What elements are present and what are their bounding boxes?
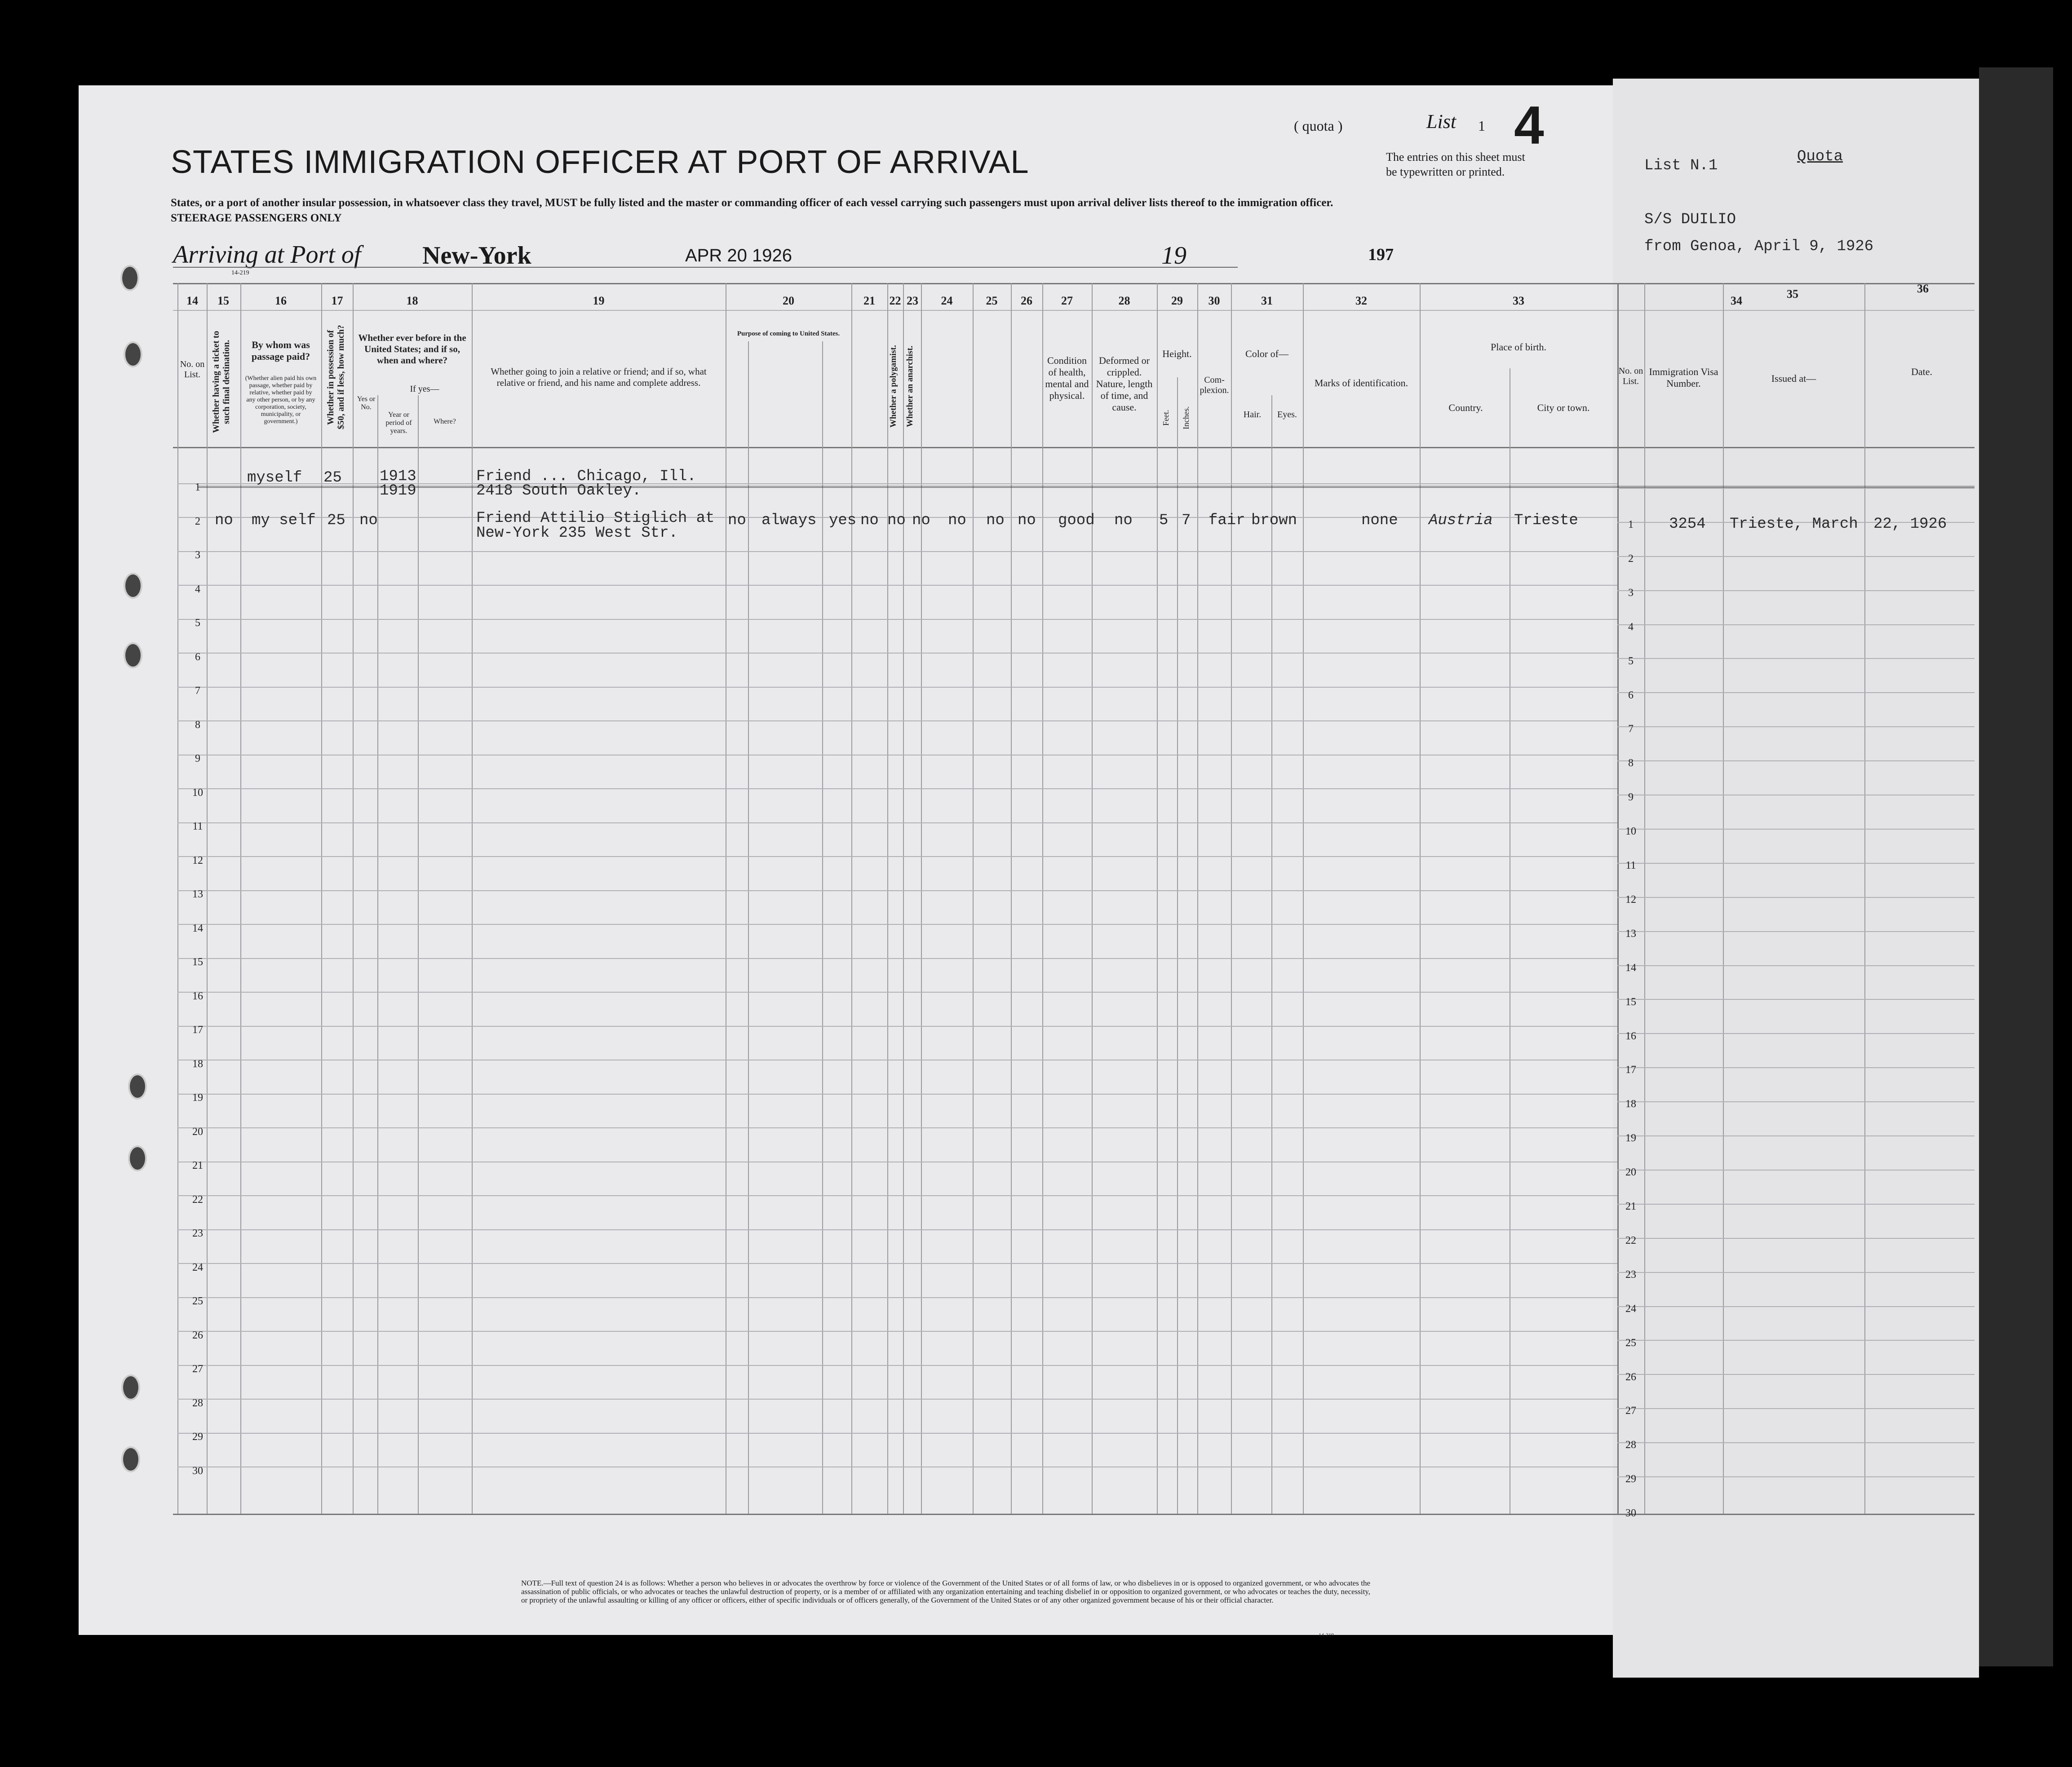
row-number-right: 11	[1625, 860, 1636, 871]
row2-inches: 7	[1182, 512, 1191, 529]
header-yes-no: Yes or No.	[357, 395, 376, 411]
row2-issued-at: Trieste, March	[1730, 516, 1858, 533]
col-rule	[1723, 283, 1724, 1514]
col-number: 30	[1208, 294, 1220, 307]
row2-col26: no	[1018, 512, 1036, 529]
col-number: 20	[783, 294, 794, 307]
col-rule	[1303, 283, 1304, 1514]
header-date: Date.	[1911, 366, 1933, 377]
row-number-right: 26	[1625, 1371, 1636, 1383]
col-number: 33	[1513, 294, 1524, 307]
row-line	[1617, 1033, 1975, 1034]
row1-strikethrough	[198, 486, 1975, 488]
header-ticket: Whether having a ticket to such final destination.	[211, 331, 231, 433]
col-rule	[921, 283, 922, 1514]
row-number: 23	[192, 1228, 203, 1239]
col-number: 21	[863, 294, 875, 307]
row-line	[177, 924, 1617, 925]
row2-paid: my self	[252, 512, 316, 529]
row-line	[177, 1331, 1617, 1332]
row-line	[177, 1365, 1617, 1366]
row-line	[177, 890, 1617, 891]
header-eyes: Eyes.	[1277, 410, 1297, 420]
row-line	[1617, 999, 1975, 1000]
row-line	[177, 1026, 1617, 1027]
col-rule	[1864, 283, 1865, 1514]
header-where: Where?	[434, 418, 456, 425]
row-number: 20	[192, 1126, 203, 1138]
port-name: New-York	[422, 242, 531, 269]
col-rule	[418, 395, 419, 1514]
col-rule	[377, 395, 378, 1514]
header-fifty-dollars: Whether in possession of $50, and if less, how much?	[326, 325, 346, 430]
row-number-right: 28	[1625, 1439, 1636, 1451]
binding-edge	[1979, 67, 2053, 1666]
row-line	[1617, 760, 1975, 761]
row-line	[177, 1433, 1617, 1434]
row-line	[1617, 556, 1975, 557]
col-rule	[1157, 283, 1158, 1514]
row2-ticket: no	[215, 512, 233, 529]
row-number: 7	[195, 685, 200, 697]
row2-col21: no	[860, 512, 879, 529]
row-line	[177, 1399, 1617, 1400]
footnote: NOTE.—Full text of question 24 is as follows: Whether a person who believes in or advocates the overthrow by force or violence of the Government of the United States or of all forms of law, or who disbelieves in or is opposed to organized government, or who advocates the assassination of public officials, or who advocates or teaches the unlawful destruction of property, or is a member of or affiliated with any organization entertaining and teaching disbelief in or opposition to organized government, or who advocates or teaches the duty, necessity, or propriety of the unlawful assaulting or killing of any officer or officers, either of specific individuals or of officers generally, of the Government of the United States or of any other organized government because of his or their official character.	[521, 1579, 1370, 1604]
row-line	[177, 788, 1617, 789]
row-line	[1617, 692, 1975, 693]
header-no-on-list-right: No. on List.	[1618, 366, 1643, 386]
ship-name: S/S DUILIO	[1644, 211, 1736, 228]
row2-hair: brown	[1251, 512, 1297, 529]
row-line	[1617, 1135, 1975, 1136]
row-number: 30	[192, 1465, 203, 1477]
header-complexion: Com-plexion.	[1200, 375, 1229, 395]
row-number: 28	[192, 1397, 203, 1409]
col-rule	[1271, 395, 1272, 1514]
arriving-label: Arriving at Port of	[173, 241, 361, 269]
entries-note-1: The entries on this sheet must	[1386, 150, 1525, 163]
row-number-right: 15	[1625, 996, 1636, 1008]
row-number: 10	[192, 787, 203, 799]
row2-col22: no	[887, 512, 906, 529]
row-number: 24	[192, 1262, 203, 1273]
row-number-right: 10	[1625, 826, 1636, 837]
arrival-date-stamp: APR 20 1926	[685, 246, 792, 265]
col-number: 35	[1787, 287, 1798, 300]
row-number: 9	[195, 753, 200, 764]
row-number: 25	[192, 1295, 203, 1307]
row-line	[177, 619, 1617, 620]
row2-complexion: fair	[1209, 512, 1245, 529]
row2-visa: 3254	[1669, 516, 1706, 533]
col-number: 19	[593, 294, 605, 307]
table-top-rule	[173, 283, 1975, 284]
row1-fifty: 25	[323, 469, 342, 486]
row2-relative-2: New-York 235 West Str.	[476, 525, 678, 542]
form-instruction: States, or a port of another insular possession, in whatsoever class they travel, MUST be fully listed and the master or commanding officer of each vessel carrying such passengers must upon arrival deliver lists thereof to the immigration officer.	[171, 197, 1333, 209]
row-number: 17	[192, 1024, 203, 1036]
row-number: 14	[192, 923, 203, 934]
row-line	[1617, 829, 1975, 830]
row-number-right: 21	[1625, 1201, 1636, 1212]
row-number: 5	[195, 617, 200, 629]
header-inches: Inches.	[1182, 406, 1191, 429]
table-bottom-rule	[173, 1514, 1975, 1515]
row-number-right: 9	[1628, 791, 1634, 803]
row-number-right: 1	[1628, 519, 1634, 530]
header-issued-at: Issued at—	[1771, 373, 1816, 384]
row-number-right: 14	[1625, 962, 1636, 974]
year-label: 19	[1161, 242, 1187, 269]
row2-purpose-a: no	[728, 512, 746, 529]
row2-before: no	[359, 512, 378, 529]
row-number: 15	[192, 956, 203, 968]
row-line	[1617, 1204, 1975, 1205]
list-small-number: 1	[1478, 118, 1485, 134]
row-number-right: 30	[1625, 1507, 1636, 1519]
col-rule	[1231, 283, 1232, 1514]
row-line	[177, 822, 1617, 823]
row-number-right: 6	[1628, 689, 1634, 701]
row2-col25: no	[986, 512, 1005, 529]
col-number: 29	[1171, 294, 1183, 307]
form-title: STATES IMMIGRATION OFFICER AT PORT OF ARRIVAL	[171, 144, 1029, 180]
row1-relative: Friend ... Chicago, Ill. 2418 South Oakley.	[476, 468, 696, 499]
row-number-right: 24	[1625, 1303, 1636, 1315]
col-rule	[472, 283, 473, 1514]
row2-marks: none	[1361, 512, 1398, 529]
punch-hole	[124, 573, 142, 599]
row-line	[1617, 658, 1975, 659]
col-rule	[1197, 283, 1198, 1514]
manifest-sheet-right	[1613, 79, 1979, 1678]
row2-deformed: no	[1114, 512, 1133, 529]
row-number: 27	[192, 1363, 203, 1375]
departure-info: from Genoa, April 9, 1926	[1644, 238, 1874, 255]
row2-feet: 5	[1159, 512, 1169, 529]
header-color-of: Color of—	[1245, 348, 1288, 359]
header-relative: Whether going to join a relative or friend; and if so, what relative or friend, and his name and complete address.	[491, 366, 707, 388]
header-by-whom-note: (Whether alien paid his own passage, whether paid by relative, whether paid by any other person, or by any corporation, society, municipality, or government.)	[245, 375, 317, 425]
col-number: 31	[1261, 294, 1273, 307]
header-height: Height.	[1162, 348, 1192, 359]
row-number: 16	[192, 990, 203, 1002]
header-polygamist: Whether a polygamist.	[889, 345, 898, 428]
row-line	[177, 1229, 1617, 1230]
row-number: 1	[195, 482, 200, 493]
col-number: 34	[1731, 294, 1742, 307]
row-number: 8	[195, 719, 200, 731]
col-number: 17	[331, 294, 343, 307]
row2-relative-1: Friend Attilio Stiglich at	[476, 510, 715, 527]
col-number: 26	[1021, 294, 1032, 307]
row-number-right: 29	[1625, 1473, 1636, 1485]
row-line	[1617, 1476, 1975, 1477]
row2-col23: no	[912, 512, 930, 529]
row-line	[177, 992, 1617, 993]
col-rule	[321, 283, 322, 1514]
row-line	[177, 653, 1617, 654]
row-line	[1617, 863, 1975, 864]
row-number: 3	[195, 549, 200, 561]
row-line	[1617, 488, 1975, 489]
row2-col24: no	[948, 512, 966, 529]
row-number-right: 25	[1625, 1337, 1636, 1349]
quota-label: ( quota )	[1294, 118, 1343, 134]
col-number: 16	[275, 294, 287, 307]
row-line	[1617, 1408, 1975, 1409]
header-condition: Condition of health, mental and physical.	[1045, 355, 1089, 401]
row1-paid: myself	[247, 469, 302, 486]
row2-fifty: 25	[327, 512, 345, 529]
header-purpose: Purpose of coming to United States.	[737, 330, 840, 337]
row2-city: Trieste	[1514, 512, 1578, 529]
row2-condition: good	[1058, 512, 1095, 529]
row-number: 6	[195, 651, 200, 663]
row-number: 13	[192, 888, 203, 900]
row-number: 26	[192, 1330, 203, 1341]
header-deformed: Deformed or crippled. Nature, length of time, and cause.	[1096, 355, 1153, 413]
row1-before: 1913 1919	[380, 468, 416, 499]
row-number-right: 22	[1625, 1235, 1636, 1246]
col-rule	[1011, 283, 1012, 1514]
row-line	[1617, 1442, 1975, 1443]
row-number-right: 7	[1628, 723, 1634, 735]
row-line	[1617, 1340, 1975, 1341]
row-line	[1617, 1272, 1975, 1273]
col-number: 25	[986, 294, 998, 307]
footnote-code: 14-219	[1319, 1632, 1334, 1638]
row-number: 4	[195, 583, 200, 595]
col-number: 28	[1118, 294, 1130, 307]
row-line	[177, 720, 1617, 721]
manifest-sheet-left	[79, 85, 1615, 1635]
row-line	[177, 1094, 1617, 1095]
row-number-right: 18	[1625, 1098, 1636, 1110]
col-rule	[353, 283, 354, 1514]
col-rule	[1092, 283, 1093, 1514]
row2-date: 22, 1926	[1873, 516, 1947, 533]
form-code: 14-219	[231, 269, 249, 276]
col-number: 22	[889, 294, 901, 307]
col-rule	[177, 283, 178, 1514]
row-number: 18	[192, 1058, 203, 1070]
row-number-right: 20	[1625, 1166, 1636, 1178]
col-rule	[1420, 283, 1421, 1514]
header-anarchist: Whether an anarchist.	[905, 345, 915, 427]
header-hair: Hair.	[1243, 410, 1262, 420]
row-line	[1617, 1306, 1975, 1307]
punch-hole	[128, 1073, 147, 1100]
row-line	[1617, 965, 1975, 966]
col-rule	[903, 283, 904, 1514]
row-line	[177, 1297, 1617, 1298]
row-number: 2	[195, 516, 200, 527]
right-list-number: List N.1	[1644, 157, 1718, 174]
row-line	[1617, 1101, 1975, 1102]
col-rule	[240, 283, 241, 1514]
entries-note-2: be typewritten or printed.	[1386, 165, 1505, 178]
row-number: 19	[192, 1092, 203, 1104]
row-line	[1617, 1238, 1975, 1239]
row-line	[1617, 1170, 1975, 1171]
row-number-right: 19	[1625, 1132, 1636, 1144]
header-city: City or town.	[1537, 402, 1590, 413]
col-number: 24	[941, 294, 953, 307]
row-line	[1617, 897, 1975, 898]
row-line	[1617, 1067, 1975, 1068]
steerage-label: STEERAGE PASSENGERS ONLY	[171, 212, 342, 224]
row-number-right: 4	[1628, 621, 1634, 633]
page-code: 197	[1368, 245, 1394, 264]
col-number: 18	[406, 294, 418, 307]
col-number: 15	[217, 294, 229, 307]
col-number: 36	[1917, 282, 1929, 295]
header-feet: Feet.	[1161, 410, 1170, 426]
row-line	[1617, 726, 1975, 727]
punch-hole	[124, 642, 142, 668]
punch-hole	[121, 1446, 140, 1472]
header-visa: Immigration Visa Number.	[1649, 366, 1718, 389]
row-line	[177, 1195, 1617, 1196]
row-line	[177, 958, 1617, 959]
punch-hole	[128, 1145, 147, 1171]
col-rule	[887, 283, 888, 1514]
list-number: 4	[1514, 95, 1544, 155]
punch-hole	[121, 1374, 140, 1400]
row-line	[177, 551, 1617, 552]
row-number-right: 12	[1625, 894, 1636, 906]
punch-hole	[124, 341, 142, 367]
row-line	[1617, 590, 1975, 591]
punch-hole	[120, 265, 139, 291]
row-line	[177, 585, 1617, 586]
row-number-right: 13	[1625, 928, 1636, 940]
col-number: 14	[186, 294, 198, 307]
col-rule	[1644, 283, 1645, 1514]
list-label: List	[1426, 110, 1457, 133]
row-number-right: 8	[1628, 757, 1634, 769]
row-number: 22	[192, 1194, 203, 1206]
row-number-right: 23	[1625, 1269, 1636, 1281]
col-rule	[1177, 377, 1178, 1514]
row-number-right: 5	[1628, 655, 1634, 667]
col-number: 32	[1355, 294, 1367, 307]
row-number: 29	[192, 1431, 203, 1443]
col-rule	[1042, 283, 1043, 1514]
row-line	[177, 1127, 1617, 1128]
header-no-on-list: No. on List.	[180, 359, 205, 380]
row-number-right: 16	[1625, 1030, 1636, 1042]
colnum-rule	[173, 310, 1975, 311]
row2-purpose-b: always	[762, 512, 817, 529]
right-quota: Quota	[1797, 148, 1843, 165]
row2-purpose-c: yes	[829, 512, 857, 529]
header-ever-before: Whether ever before in the United States; and if so, when and where?	[358, 332, 466, 366]
header-bottom-rule	[173, 447, 1975, 448]
row-number-right: 17	[1625, 1064, 1636, 1076]
col-number: 27	[1061, 294, 1073, 307]
row-line	[177, 1263, 1617, 1264]
header-rule	[173, 267, 1238, 268]
row-number: 21	[192, 1160, 203, 1171]
row-number-right: 27	[1625, 1405, 1636, 1417]
header-if-yes: If yes—	[410, 384, 439, 394]
header-place-of-birth: Place of birth.	[1490, 341, 1547, 353]
row-number-right: 3	[1628, 587, 1634, 599]
header-marks: Marks of identification.	[1314, 377, 1408, 389]
row-number: 12	[192, 855, 203, 866]
row-number: 11	[192, 821, 203, 832]
col-rule	[973, 283, 974, 1514]
col-rule	[851, 283, 852, 1514]
row-line	[1617, 1374, 1975, 1375]
row-line	[1617, 624, 1975, 625]
row-line	[1617, 931, 1975, 932]
row2-country: Austria	[1429, 512, 1493, 529]
header-country: Country.	[1448, 402, 1483, 413]
row-number-right: 2	[1628, 553, 1634, 565]
row-line	[177, 856, 1617, 857]
header-year-period: Year or period of years.	[385, 411, 412, 435]
row-line	[177, 687, 1617, 688]
header-by-whom: By whom was passage paid?	[251, 339, 310, 362]
col-number: 23	[907, 294, 918, 307]
